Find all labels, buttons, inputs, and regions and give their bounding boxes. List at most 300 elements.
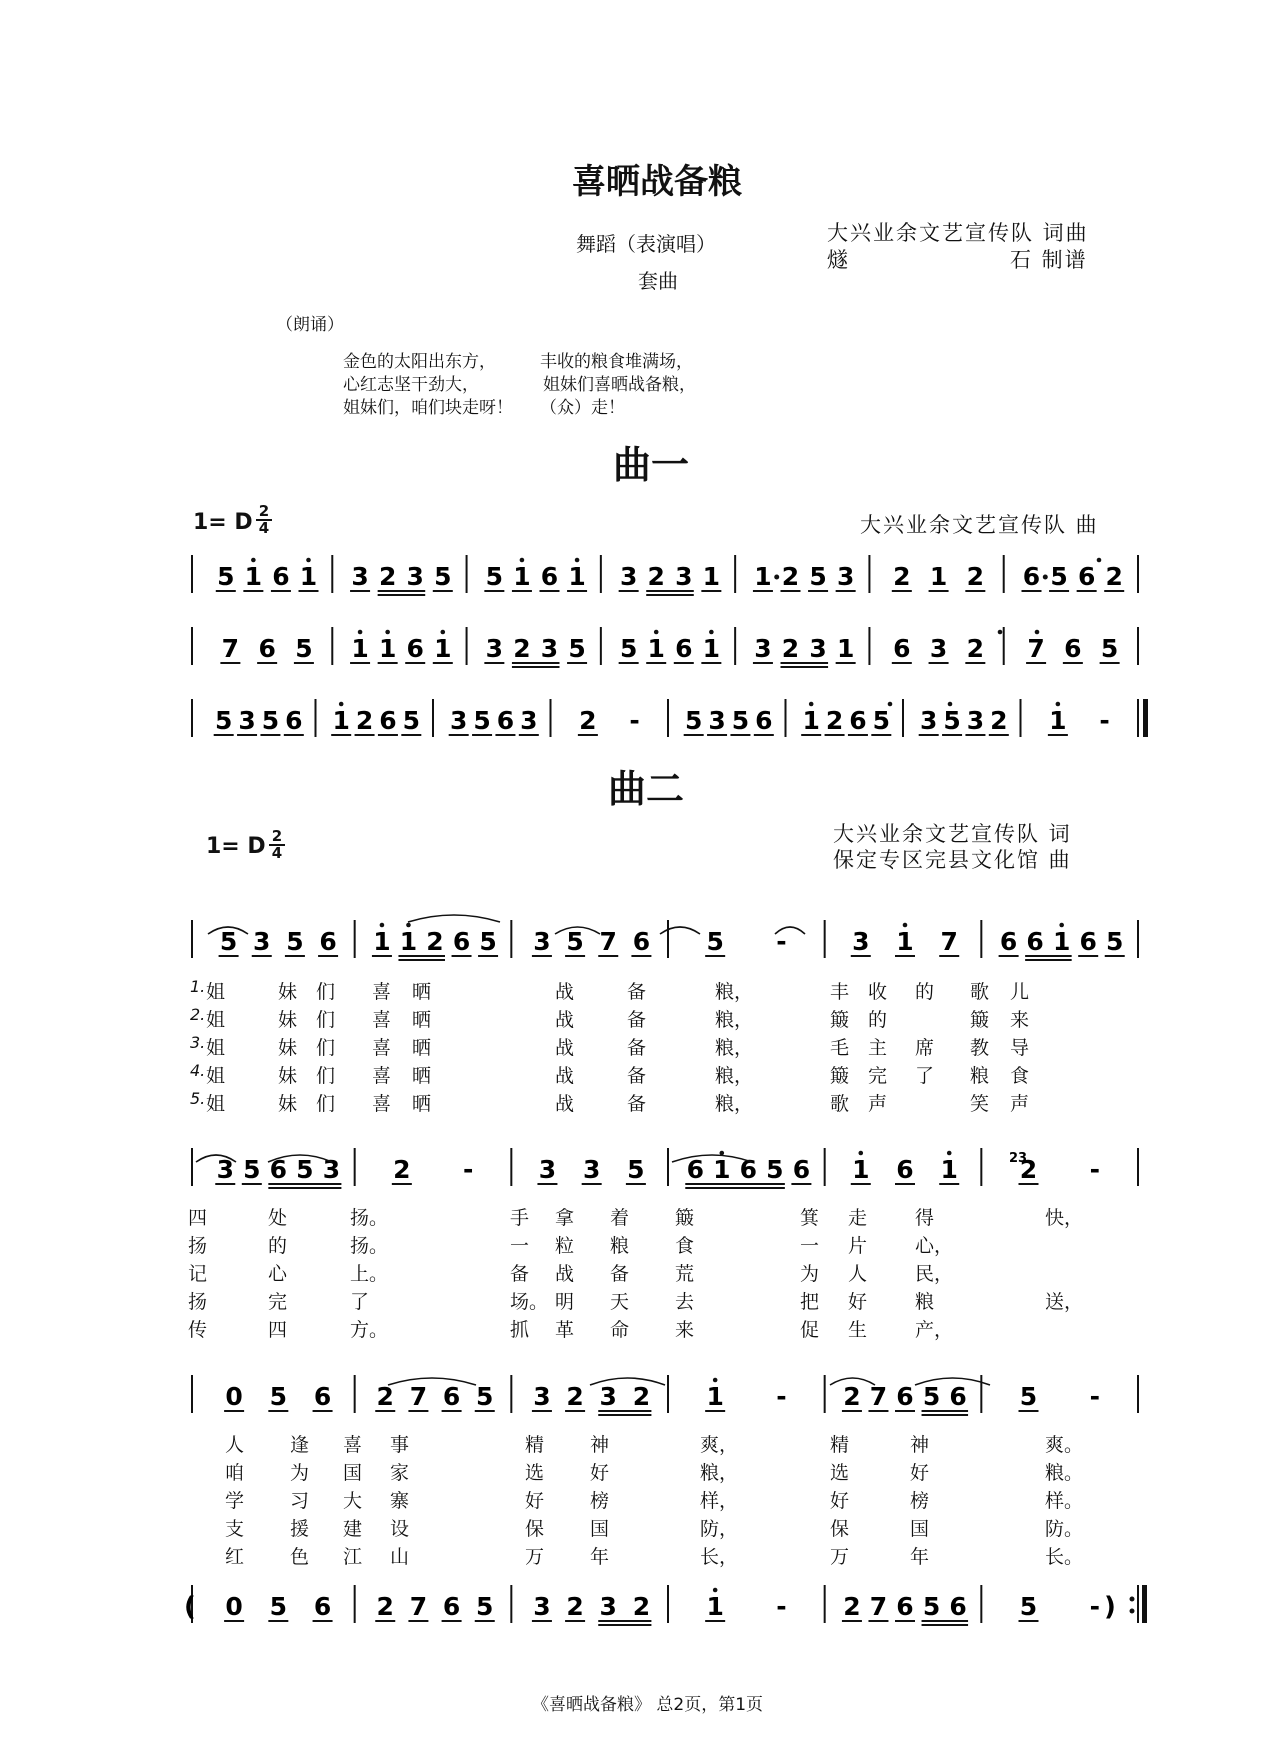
note: 6 (1079, 927, 1097, 956)
augmentation-dot (774, 575, 779, 580)
lyric-syllable: 四 (268, 1319, 288, 1341)
augmentation-dot (1043, 575, 1048, 580)
note: 2 (647, 562, 665, 591)
octave-dot (1059, 923, 1064, 928)
note: 1 (940, 1155, 958, 1184)
octave-dot (888, 702, 893, 707)
lyric-syllable: 姐 (206, 981, 226, 1003)
lyric-syllable: 国 (910, 1518, 930, 1540)
lyric-syllable: 得 (915, 1207, 935, 1229)
octave-dot (709, 630, 714, 635)
lyric-syllable: 送， (1045, 1291, 1084, 1313)
lyric-syllable: 一 (510, 1235, 530, 1257)
note: 5 (269, 1382, 288, 1411)
lyric-syllable: 粒 (555, 1235, 575, 1257)
lyric-syllable: 粮。 (1045, 1462, 1084, 1484)
note: 3 (406, 562, 424, 591)
lyric-syllable: 设 (390, 1518, 410, 1540)
lyric-syllable: 方。 (350, 1319, 389, 1341)
lyric-syllable: 完 (868, 1065, 888, 1087)
recitation-line: （众）走！ (540, 398, 625, 418)
lyric-syllable: 四 (188, 1207, 208, 1229)
lyric-syllable: 收 (868, 981, 888, 1003)
lyric-syllable: 爽， (700, 1434, 739, 1456)
lyric-syllable: 明 (555, 1291, 575, 1313)
octave-dot (406, 923, 411, 928)
octave-dot (1035, 630, 1040, 635)
lyric-syllable: 片 (848, 1235, 868, 1257)
lyric-syllable: 万 (830, 1546, 850, 1568)
lyric-syllable: 姐 (206, 1009, 226, 1031)
note: 6 (442, 1592, 461, 1621)
lyric-syllable: 战 (555, 981, 575, 1003)
lyric-syllable: 样， (700, 1490, 739, 1512)
note: 2 (893, 562, 911, 591)
lyric-syllable: 歌 (970, 981, 990, 1003)
note: 6 (496, 706, 515, 735)
note: 3 (754, 634, 772, 663)
credit-arranger-b: 石 制谱 (1010, 248, 1088, 272)
lyric-syllable: 好 (910, 1462, 930, 1484)
lyric-syllable: 了 (915, 1065, 935, 1087)
lyric-syllable: 粮， (715, 1093, 754, 1115)
lyric-syllable: 妹 (278, 1093, 298, 1115)
note: 1 (713, 1155, 731, 1184)
lyric-syllable: 防。 (1045, 1518, 1084, 1540)
lyric-syllable: 万 (525, 1546, 545, 1568)
note: 1 (896, 927, 914, 956)
note: 5 (943, 706, 961, 735)
note: 6 (849, 706, 867, 735)
note: 6 (755, 706, 773, 735)
lyric-syllable: 国 (343, 1462, 363, 1484)
lyric-syllable: 晒 (412, 1065, 432, 1087)
lyric-syllable: 们 (316, 1065, 336, 1087)
repeat-dot (1130, 1609, 1135, 1614)
lyric-syllable: 年 (910, 1546, 930, 1568)
lyric-syllable: 了 (350, 1291, 370, 1313)
lyric-syllable: 榜 (910, 1490, 930, 1512)
lyric-syllable: 咱 (225, 1462, 245, 1484)
lyric-syllable: 妹 (278, 1065, 298, 1087)
lyric-syllable: 儿 (1010, 981, 1030, 1003)
note: 3 (852, 927, 870, 956)
note: 3 (675, 562, 693, 591)
page-footer: 《喜晒战备粮》 总2页，第1页 (532, 1695, 764, 1715)
dash: - (1089, 1592, 1101, 1621)
note: 3 (966, 706, 985, 735)
lyric-syllable: 战 (555, 1065, 575, 1087)
note: 2 (825, 706, 844, 735)
lyric-syllable: 战 (555, 1263, 575, 1285)
note: 3 (619, 562, 638, 591)
verse-number: 3. (190, 1033, 206, 1052)
lyric-syllable: 粮 (915, 1291, 935, 1313)
lyric-syllable: 粮， (715, 1009, 754, 1031)
lyric-syllable: 好 (848, 1291, 868, 1313)
slur (408, 915, 500, 922)
lyric-syllable: 备 (627, 1093, 647, 1115)
song2-key: 1= D (206, 834, 266, 859)
note: 5 (568, 634, 586, 663)
lyric-syllable: 产， (915, 1319, 954, 1341)
lyric-syllable: 备 (627, 1037, 647, 1059)
lyric-syllable: 簸 (830, 1065, 850, 1087)
note: 1 (754, 562, 772, 591)
note: 5 (434, 562, 452, 591)
note: 1 (1052, 927, 1071, 956)
note: 5 (627, 1155, 645, 1184)
note: 2 (966, 562, 985, 591)
note: 1 (568, 562, 586, 591)
lyric-syllable: 妹 (278, 1037, 298, 1059)
octave-dot (575, 558, 580, 563)
note: 6 (269, 1155, 288, 1184)
lyric-syllable: 晒 (412, 1037, 432, 1059)
lyric-syllable: 丰 (830, 981, 850, 1003)
final-barline (1143, 699, 1148, 737)
note: 0 (225, 1382, 243, 1411)
note: 5 (214, 706, 233, 735)
note: 1 (836, 634, 855, 663)
octave-dot (251, 558, 256, 563)
lyric-syllable: 扬 (188, 1235, 208, 1257)
recitation-line: 金色的太阳出东方， (343, 352, 496, 372)
note: 3 (322, 1155, 341, 1184)
note: 7 (869, 1592, 888, 1621)
octave-dot (1056, 702, 1061, 707)
grace-notes: 23 (1008, 1151, 1028, 1166)
dash: - (776, 1592, 787, 1621)
note: 3 (351, 562, 369, 591)
lyric-syllable: 喜 (372, 1093, 392, 1115)
note: 2 (1019, 1155, 1038, 1184)
note: 1 (299, 562, 318, 591)
lyric-syllable: 心 (268, 1263, 288, 1285)
lyric-syllable: 学 (225, 1490, 245, 1512)
lyric-syllable: 备 (627, 981, 647, 1003)
note: 2 (566, 1382, 584, 1411)
recitation-line: 姐妹们，咱们块走呀！ (343, 398, 513, 418)
note: 1 (702, 634, 721, 663)
lyric-syllable: 色 (290, 1546, 310, 1568)
note: 3 (485, 634, 504, 663)
note: 7 (940, 927, 958, 956)
lyric-syllable: 去 (675, 1291, 695, 1313)
dash: - (1089, 1155, 1101, 1184)
lyric-syllable: 备 (610, 1263, 630, 1285)
lyric-syllable: 把 (800, 1291, 820, 1313)
note: 6 (258, 634, 276, 663)
note: 7 (1027, 634, 1045, 663)
lyric-syllable: 扬。 (350, 1235, 389, 1257)
note: 1 (702, 562, 721, 591)
lyric-syllable: 粮， (700, 1462, 739, 1484)
lyric-syllable: 一 (800, 1235, 820, 1257)
octave-dot (948, 702, 953, 707)
dash: - (1099, 706, 1110, 735)
octave-dot (998, 630, 1003, 635)
note: 3 (809, 634, 827, 663)
note: 1 (647, 634, 665, 663)
lyric-syllable: 长。 (1045, 1546, 1084, 1568)
lyric-syllable: 妹 (278, 981, 298, 1003)
note: 6 (272, 562, 290, 591)
note: 1 (434, 634, 452, 663)
lyric-syllable: 扬 (188, 1291, 208, 1313)
lyric-syllable: 逢 (290, 1434, 310, 1456)
recitation-line: 心红志坚干劲大， (343, 375, 479, 395)
lyric-syllable: 传 (188, 1319, 208, 1341)
lyric-syllable: 人 (225, 1434, 245, 1456)
lyric-syllable: 保 (525, 1518, 545, 1540)
lyric-syllable: 们 (316, 981, 336, 1003)
dash: - (462, 1155, 474, 1184)
note: 2 (378, 562, 397, 591)
lyric-syllable: 榜 (590, 1490, 610, 1512)
note: 6 (406, 634, 424, 663)
note: 5 (217, 562, 235, 591)
lyric-syllable: 年 (590, 1546, 610, 1568)
lyric-syllable: 晒 (412, 1009, 432, 1031)
note: 3 (253, 927, 271, 956)
octave-dot (809, 702, 814, 707)
subtitle: 舞蹈（表演唱） (576, 232, 716, 256)
note: 3 (929, 634, 948, 663)
lyric-syllable: 建 (343, 1518, 363, 1540)
note: 3 (599, 1382, 617, 1411)
note: 1 (706, 1592, 724, 1621)
lyric-syllable: 山 (390, 1546, 410, 1568)
lyric-syllable: 神 (590, 1434, 610, 1456)
note: 6 (285, 706, 303, 735)
lyric-syllable: 食 (1010, 1065, 1030, 1087)
note: 2 (393, 1155, 411, 1184)
lyric-syllable: 长， (700, 1546, 739, 1568)
lyric-syllable: 歌 (830, 1093, 850, 1115)
note: 5 (243, 1155, 261, 1184)
lyric-syllable: 处 (268, 1207, 288, 1229)
note: 5 (296, 1155, 314, 1184)
note: 1 (852, 1155, 870, 1184)
lyric-syllable: 促 (800, 1319, 820, 1341)
lyric-syllable: 战 (555, 1009, 575, 1031)
note: 5 (476, 1382, 494, 1411)
octave-dot (520, 558, 525, 563)
note: 3 (520, 706, 538, 735)
note: 5 (566, 927, 584, 956)
lyric-syllable: 喜 (372, 1009, 392, 1031)
note: 3 (449, 706, 468, 735)
note: 5 (872, 706, 891, 735)
note: 2 (781, 562, 800, 591)
lyric-syllable: 选 (830, 1462, 850, 1484)
note: 7 (869, 1382, 888, 1411)
dash: - (776, 1382, 787, 1411)
lyric-syllable: 革 (555, 1319, 575, 1341)
lyric-syllable: 簸 (970, 1009, 990, 1031)
note: 6 (893, 634, 911, 663)
note: 3 (238, 706, 256, 735)
note: 5 (1019, 1382, 1038, 1411)
octave-dot (358, 630, 363, 635)
note: 6 (896, 1155, 914, 1184)
lyric-syllable: 选 (525, 1462, 545, 1484)
lyric-syllable: 的 (268, 1235, 288, 1257)
lyric-syllable: 场。 (510, 1291, 549, 1313)
lyric-syllable: 粮， (715, 1065, 754, 1087)
note: 6 (1026, 927, 1044, 956)
note: 6 (632, 927, 651, 956)
lyric-syllable: 喜 (343, 1434, 363, 1456)
note: 2 (843, 1592, 861, 1621)
lyric-syllable: 心， (915, 1235, 954, 1257)
verse-number: 2. (190, 1005, 206, 1024)
note: 5 (485, 562, 504, 591)
note: 1 (351, 634, 369, 663)
lyric-syllable: 姐 (206, 1037, 226, 1059)
dash: - (776, 927, 787, 956)
note: 1 (1049, 706, 1067, 735)
note: 3 (582, 1155, 601, 1184)
note: 1 (802, 706, 820, 735)
lyric-syllable: 毛 (830, 1037, 850, 1059)
lyric-syllable: 生 (848, 1319, 868, 1341)
note: 7 (409, 1382, 428, 1411)
lyric-syllable: 上。 (350, 1263, 389, 1285)
lyric-syllable: 快， (1045, 1207, 1084, 1229)
note: 5 (219, 927, 238, 956)
lyric-syllable: 席 (915, 1037, 935, 1059)
lyric-syllable: 备 (627, 1009, 647, 1031)
lyric-syllable: 姐 (206, 1065, 226, 1087)
note: 6 (540, 562, 559, 591)
note: 6 (313, 1592, 332, 1621)
lyric-syllable: 命 (610, 1319, 630, 1341)
note: 5 (479, 927, 497, 956)
note: 6 (999, 927, 1018, 956)
note: 2 (781, 634, 800, 663)
final-barline (1142, 1585, 1147, 1623)
note: 5 (619, 634, 638, 663)
note: 2 (966, 634, 985, 663)
song1-key: 1= D (193, 510, 253, 535)
note: 3 (708, 706, 726, 735)
song1-heading: 曲一 (613, 443, 690, 487)
octave-dot (1097, 558, 1102, 563)
note: 7 (221, 634, 240, 663)
lyric-syllable: 备 (627, 1065, 647, 1087)
lyric-syllable: 粮 (970, 1065, 990, 1087)
note: 5 (1106, 927, 1124, 956)
note: 1 (513, 562, 531, 591)
note: 6 (1022, 562, 1041, 591)
note: 2 (579, 706, 597, 735)
note: 5 (809, 562, 827, 591)
note: 5 (684, 706, 703, 735)
lyric-syllable: 支 (225, 1518, 245, 1540)
song2-heading: 曲二 (608, 767, 685, 811)
credit-lyrics-music: 大兴业余文艺宣传队 词曲 (827, 221, 1089, 245)
note: 6 (379, 706, 397, 735)
note: 7 (599, 927, 617, 956)
lyric-syllable: 的 (868, 1009, 888, 1031)
note: 6 (686, 1155, 704, 1184)
lyric-syllable: 簸 (830, 1009, 850, 1031)
octave-dot (339, 702, 344, 707)
note: 3 (836, 562, 855, 591)
note: 6 (319, 927, 337, 956)
note: 6 (1077, 562, 1096, 591)
note: 1 (929, 562, 948, 591)
lyric-syllable: 为 (290, 1462, 310, 1484)
lyric-syllable: 箕 (800, 1207, 820, 1229)
note: 1 (706, 1382, 724, 1411)
lyric-syllable: 声 (868, 1093, 888, 1115)
lyric-syllable: 样。 (1045, 1490, 1084, 1512)
octave-dot (654, 630, 659, 635)
lyric-syllable: 精 (830, 1434, 850, 1456)
note: 5 (402, 706, 421, 735)
lyric-syllable: 们 (316, 1093, 336, 1115)
octave-dot (306, 558, 311, 563)
lyric-syllable: 晒 (412, 1093, 432, 1115)
lyric-syllable: 保 (830, 1518, 850, 1540)
repeat-paren-open: ( (184, 1592, 196, 1622)
note: 3 (533, 1382, 551, 1411)
note: 6 (1064, 634, 1082, 663)
verse-number: 4. (190, 1061, 206, 1080)
song2-credit-lyrics: 大兴业余文艺宣传队 词 (833, 822, 1072, 846)
octave-dot (713, 1378, 718, 1383)
lyric-syllable: 喜 (372, 1037, 392, 1059)
lyric-syllable: 粮 (610, 1235, 630, 1257)
subtitle-suite: 套曲 (638, 269, 678, 293)
note: 5 (1019, 1592, 1038, 1621)
lyric-syllable: 晒 (412, 981, 432, 1003)
lyric-syllable: 人 (848, 1263, 868, 1285)
note: 5 (1100, 634, 1119, 663)
slur (660, 927, 700, 934)
lyric-syllable: 天 (610, 1291, 630, 1313)
lyric-syllable: 声 (1010, 1093, 1030, 1115)
lyric-syllable: 们 (316, 1009, 336, 1031)
lyric-syllable: 教 (970, 1037, 990, 1059)
lyric-syllable: 爽。 (1045, 1434, 1084, 1456)
lyric-syllable: 喜 (372, 1065, 392, 1087)
repeat-paren-close: ) (1104, 1592, 1116, 1622)
note: 5 (269, 1592, 288, 1621)
recitation-line: 姐妹们喜晒战备粮， (543, 375, 696, 395)
verse-number: 1. (190, 977, 206, 996)
note: 6 (896, 1592, 914, 1621)
lyric-syllable: 援 (290, 1518, 310, 1540)
lyric-syllable: 来 (675, 1319, 695, 1341)
note: 2 (426, 927, 444, 956)
octave-dot (713, 1588, 718, 1593)
lyric-syllable: 导 (1010, 1037, 1030, 1059)
dash: - (1089, 1382, 1101, 1411)
note: 1 (244, 562, 263, 591)
note: 2 (376, 1592, 394, 1621)
lyric-syllable: 粮， (715, 981, 754, 1003)
note: 6 (792, 1155, 811, 1184)
octave-dot (903, 923, 908, 928)
note: 2 (843, 1382, 861, 1411)
lyric-syllable: 大 (343, 1490, 363, 1512)
lyric-syllable: 为 (800, 1263, 820, 1285)
note: 2 (1105, 562, 1123, 591)
